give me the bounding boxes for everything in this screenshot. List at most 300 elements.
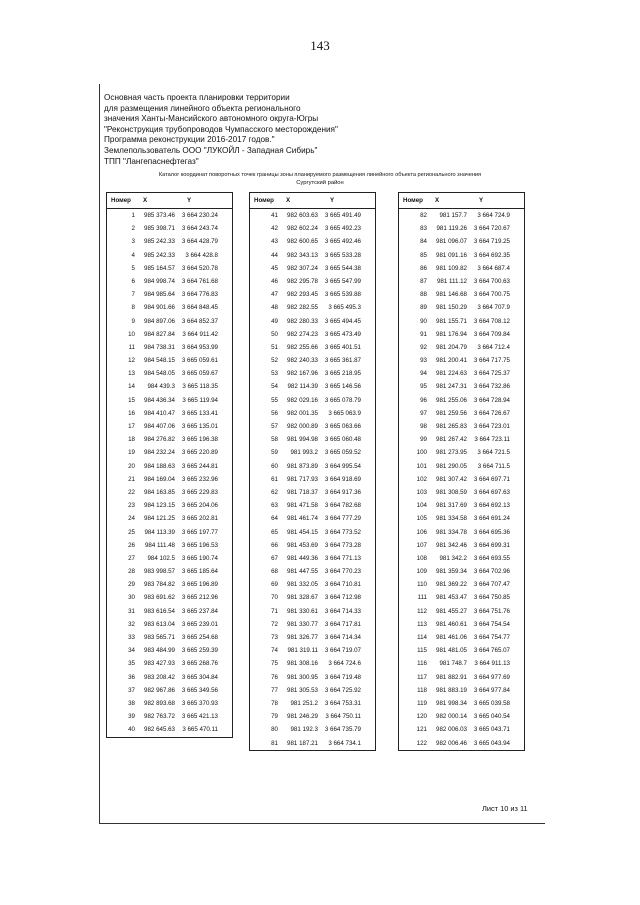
point-number: 24 [128,515,135,523]
y-coordinate: 3 665 259.39 [181,647,218,655]
table-row [250,367,375,380]
point-number: 68 [271,568,278,576]
point-number: 75 [271,660,278,668]
y-coordinate: 3 665 220.89 [181,449,218,457]
y-coordinate: 3 664 773.28 [324,541,361,549]
point-number: 22 [128,488,135,496]
y-coordinate: 3 665 492.46 [324,238,361,246]
table-row [107,235,232,248]
x-coordinate: 981 255.06 [436,396,467,404]
x-coordinate: 985 164.57 [144,264,175,272]
y-coordinate: 3 664 700.63 [473,277,510,285]
point-number: 69 [271,581,278,589]
point-number: 114 [417,634,427,641]
y-coordinate: 3 665 039.58 [473,699,510,707]
table-row [399,275,524,288]
table-row [399,697,524,710]
x-coordinate: 981 319.11 [287,647,318,655]
y-coordinate: 3 664 707.9 [477,304,510,312]
table-row [107,275,232,288]
y-coordinate: 3 665 491.49 [324,212,361,219]
table-row [250,380,375,393]
table-row [250,354,375,367]
y-coordinate: 3 665 059.67 [181,370,218,378]
y-coordinate: 3 664 712.98 [324,594,361,602]
point-number: 71 [271,607,278,615]
point-number: 117 [417,673,427,681]
table-row [399,315,524,328]
x-coordinate: 981 111.12 [436,277,467,285]
y-coordinate: 3 664 728.94 [473,396,510,404]
table-row [250,605,375,618]
table-row [107,380,232,393]
x-coordinate: 982 006.03 [436,726,467,734]
y-coordinate: 3 664 691.24 [473,515,510,523]
y-coordinate: 3 664 720.67 [473,225,510,233]
table-row [250,723,375,736]
y-coordinate: 3 664 230.24 [181,212,218,219]
x-coordinate: 982 029.16 [287,396,318,404]
point-number: 29 [128,581,135,589]
y-coordinate: 3 664 687.4 [477,264,510,272]
point-number: 57 [271,423,278,430]
table-row [107,209,232,222]
point-number: 58 [271,436,278,444]
y-coordinate: 3 665 544.38 [324,264,361,272]
x-coordinate: 981 873.89 [287,462,318,470]
y-coordinate: 3 664 917.36 [324,488,361,496]
table-row [107,301,232,314]
table-row [250,618,375,631]
x-coordinate: 981 328.67 [287,594,318,602]
x-coordinate: 981 307.42 [436,475,467,483]
table-row [107,723,232,736]
point-number: 83 [420,225,427,233]
table-row [107,631,232,644]
table-row [250,473,375,486]
point-number: 54 [271,383,278,391]
x-coordinate: 985 373.46 [144,212,175,219]
column-header-number: Номер [403,197,423,204]
point-number: 10 [128,330,135,338]
y-coordinate: 3 664 725.37 [473,370,510,378]
x-coordinate: 982 603.63 [287,212,318,219]
table-row [250,209,375,222]
point-number: 13 [128,370,135,378]
table-row [399,486,524,499]
y-coordinate: 3 664 777.29 [324,515,361,523]
table-row [399,420,524,433]
table-row [107,552,232,565]
point-number: 5 [131,264,135,272]
point-number: 9 [131,317,135,325]
point-number: 4 [131,251,135,259]
point-number: 70 [271,594,278,602]
y-coordinate: 3 665 533.28 [324,251,361,259]
y-coordinate: 3 665 059.52 [324,449,361,457]
y-coordinate: 3 665 361.87 [324,357,361,365]
point-number: 14 [128,383,135,391]
point-number: 99 [420,436,427,444]
point-number: 119 [417,699,427,707]
y-coordinate: 3 664 754.77 [473,634,510,641]
point-number: 64 [271,515,278,523]
region-label: Сургутский район [296,180,344,186]
x-coordinate: 982 893.68 [144,699,175,707]
x-coordinate: 983 208.42 [144,673,175,681]
point-number: 87 [420,277,427,285]
point-number: 31 [128,607,135,615]
x-coordinate: 982 114.39 [287,383,318,391]
point-number: 17 [128,423,135,430]
table-row [107,315,232,328]
point-number: 74 [271,647,278,655]
point-number: 39 [128,713,135,721]
x-coordinate: 982 282.55 [287,304,318,312]
table-row [399,512,524,525]
table-row [250,526,375,539]
table-row [107,512,232,525]
point-number: 107 [416,541,427,549]
x-coordinate: 982 763.72 [144,713,175,721]
coordinates-table-1 [106,192,233,738]
point-number: 30 [128,594,135,602]
table-row [107,697,232,710]
table-row [399,222,524,235]
table-row [399,249,524,262]
point-number: 50 [271,330,278,338]
point-number: 20 [128,462,135,470]
y-coordinate: 3 665 268.76 [181,660,218,668]
point-number: 112 [417,607,427,615]
point-number: 80 [271,726,278,734]
x-coordinate: 981 176.94 [436,330,467,338]
x-coordinate: 981 717.93 [287,475,318,483]
y-coordinate: 3 664 761.68 [181,277,218,285]
y-coordinate: 3 665 190.74 [181,554,218,562]
y-coordinate: 3 665 470.11 [182,726,218,734]
x-coordinate: 984 111.48 [144,541,175,549]
x-coordinate: 981 265.83 [436,423,467,430]
table-caption: Каталог координат поворотных точек границы зоны планируемого размещения линейного объекта регионального значения [158,172,482,178]
x-coordinate: 981 308.16 [287,660,318,668]
point-number: 115 [417,647,427,655]
x-coordinate: 982 602.24 [287,225,318,233]
x-coordinate: 981 224.63 [436,370,467,378]
table-row [107,539,232,552]
y-coordinate: 3 665 239.01 [181,620,218,628]
x-coordinate: 982 280.33 [287,317,318,325]
table-row [107,262,232,275]
table-row [399,723,524,736]
y-coordinate: 3 665 078.79 [324,396,361,404]
y-coordinate: 3 665 254.68 [181,634,218,641]
table-row [399,565,524,578]
table-row [399,354,524,367]
table-row [250,697,375,710]
y-coordinate: 3 665 146.56 [324,383,361,391]
y-coordinate: 3 664 977.69 [473,673,510,681]
table-row [250,710,375,723]
table-row [399,433,524,446]
column-header-y: Y [330,197,335,204]
x-coordinate: 984 548.15 [144,357,175,365]
table-header [250,193,375,209]
x-coordinate: 984 548.05 [144,370,175,378]
point-number: 55 [271,396,278,404]
point-number: 111 [417,594,427,602]
table-row [250,552,375,565]
x-coordinate: 981 150.29 [436,304,467,312]
y-coordinate: 3 665 118.35 [182,383,218,391]
x-coordinate: 981 993.2 [290,449,318,457]
point-number: 88 [420,291,427,299]
y-coordinate: 3 664 754.54 [473,620,510,628]
page-number: 143 [310,38,330,53]
table-row [250,631,375,644]
x-coordinate: 981 204.79 [436,343,467,351]
y-coordinate: 3 665 495.3 [328,304,361,312]
point-number: 94 [420,370,427,378]
point-number: 19 [128,449,135,457]
document-header [104,93,444,167]
x-coordinate: 984 738.31 [144,343,175,351]
point-number: 76 [271,673,278,681]
point-number: 45 [271,264,278,272]
table-row [107,367,232,380]
y-coordinate: 3 664 719.25 [473,238,510,246]
table-row [399,552,524,565]
y-coordinate: 3 664 773.52 [324,528,361,536]
point-number: 12 [128,357,135,365]
point-number: 72 [271,620,278,628]
x-coordinate: 982 600.65 [287,238,318,246]
point-number: 42 [271,225,278,233]
table-row [399,644,524,657]
x-coordinate: 982 255.66 [287,343,318,351]
table-row [107,446,232,459]
table-row [399,618,524,631]
table-header [399,193,524,209]
point-number: 110 [417,581,427,589]
x-coordinate: 981 096.07 [436,238,467,246]
x-coordinate: 981 187.21 [287,739,318,747]
x-coordinate: 985 242.33 [144,251,175,259]
point-number: 8 [131,304,135,312]
table-row [399,578,524,591]
table-row [250,288,375,301]
point-number: 6 [131,277,135,285]
point-number: 102 [416,475,427,483]
table-row [107,460,232,473]
point-number: 78 [271,699,278,707]
header-line: "Реконструкция трубопроводов Чумпасского месторождения" [104,124,338,134]
table-row [107,499,232,512]
y-coordinate: 3 664 710.81 [324,581,361,589]
table-row [250,657,375,670]
x-coordinate: 984 232.24 [144,449,175,457]
point-number: 7 [131,291,135,299]
y-coordinate: 3 664 771.13 [324,554,361,562]
table-row [107,644,232,657]
x-coordinate: 982 006.46 [436,739,467,747]
table-row [250,235,375,248]
y-coordinate: 3 665 063.66 [324,423,361,430]
header-line: ТПП "Лангепаснефтегаз" [104,156,199,166]
x-coordinate: 981 461.06 [436,634,467,641]
column-header-y: Y [187,197,192,204]
y-coordinate: 3 664 724.6 [328,660,361,668]
point-number: 15 [128,396,135,404]
point-number: 108 [416,554,427,562]
x-coordinate: 981 883.19 [436,686,467,694]
point-number: 86 [420,264,427,272]
x-coordinate: 981 460.61 [436,620,467,628]
table-row [399,526,524,539]
y-coordinate: 3 664 714.33 [324,607,361,615]
table-row [250,644,375,657]
y-coordinate: 3 664 699.31 [473,541,510,549]
table-row [399,631,524,644]
x-coordinate: 981 481.05 [436,647,467,655]
table-row [107,394,232,407]
point-number: 48 [271,304,278,312]
point-number: 120 [416,713,427,721]
point-number: 43 [271,238,278,246]
point-number: 95 [420,383,427,391]
table-row [250,275,375,288]
point-number: 97 [420,409,427,417]
column-header-x: X [435,197,440,204]
point-number: 28 [128,568,135,576]
y-coordinate: 3 664 428.79 [181,238,218,246]
table-row [250,433,375,446]
y-coordinate: 3 664 719.07 [324,647,361,655]
x-coordinate: 982 167.96 [287,370,318,378]
point-number: 104 [416,502,427,510]
table-row [107,591,232,604]
point-number: 105 [416,515,427,523]
sheet-footer: Лист 10 из 11 [482,804,528,813]
table-row [107,684,232,697]
point-number: 82 [420,212,427,219]
x-coordinate: 981 369.22 [436,581,467,589]
point-number: 62 [271,488,278,496]
x-coordinate: 982 293.45 [287,291,318,299]
y-coordinate: 3 665 547.99 [324,277,361,285]
point-number: 40 [128,726,135,734]
x-coordinate: 981 332.05 [287,581,318,589]
y-coordinate: 3 664 725.92 [324,686,361,694]
x-coordinate: 984 121.25 [144,515,175,523]
table-row [250,737,375,750]
table-row [250,512,375,525]
table-row [399,288,524,301]
table-row [107,249,232,262]
y-coordinate: 3 665 196.53 [181,541,218,549]
point-number: 93 [420,357,427,365]
x-coordinate: 981 454.15 [287,528,318,536]
point-number: 98 [420,423,427,430]
x-coordinate: 981 342.46 [436,541,467,549]
table-row [107,657,232,670]
x-coordinate: 984 169.04 [144,475,175,483]
point-number: 56 [271,409,278,417]
x-coordinate: 981 109.82 [436,264,467,272]
table-row [399,460,524,473]
y-coordinate: 3 664 852.37 [181,317,218,325]
point-number: 38 [128,699,135,707]
y-coordinate: 3 664 750.11 [325,713,361,721]
table-row [107,354,232,367]
point-number: 18 [128,436,135,444]
table-row [107,710,232,723]
table-row [107,605,232,618]
table-row [107,486,232,499]
y-coordinate: 3 665 212.96 [181,594,218,602]
y-coordinate: 3 665 133.41 [181,409,218,417]
point-number: 118 [417,686,427,694]
table-row [250,486,375,499]
x-coordinate: 981 449.36 [287,554,318,562]
x-coordinate: 981 155.71 [436,317,467,325]
y-coordinate: 3 665 244.81 [181,462,218,470]
x-coordinate: 984 901.66 [144,304,175,312]
x-coordinate: 981 453.47 [436,594,467,602]
point-number: 63 [271,502,278,510]
y-coordinate: 3 664 753.31 [324,699,361,707]
y-coordinate: 3 665 370.93 [181,699,218,707]
x-coordinate: 982 307.24 [287,264,318,272]
x-coordinate: 982 967.86 [144,686,175,694]
table-row [399,394,524,407]
x-coordinate: 981 359.34 [436,568,467,576]
table-row [107,526,232,539]
y-coordinate: 3 664 697.71 [473,475,510,483]
x-coordinate: 982 295.78 [287,277,318,285]
point-number: 60 [271,462,278,470]
table-row [250,315,375,328]
point-number: 41 [271,212,278,219]
y-coordinate: 3 664 719.48 [324,673,361,681]
y-coordinate: 3 664 723.11 [474,436,510,444]
point-number: 27 [128,554,135,562]
table-row [399,737,524,750]
table-row [250,249,375,262]
table-row [250,671,375,684]
column-header-x: X [286,197,291,204]
y-coordinate: 3 665 059.61 [181,357,218,365]
x-coordinate: 981 246.29 [287,713,318,721]
x-coordinate: 984 276.82 [144,436,175,444]
x-coordinate: 983 998.57 [144,568,175,576]
y-coordinate: 3 664 714.34 [324,634,361,641]
y-coordinate: 3 664 911.13 [474,660,510,668]
y-coordinate: 3 664 848.45 [181,304,218,312]
point-number: 66 [271,541,278,549]
x-coordinate: 981 300.95 [287,673,318,681]
table-row [250,328,375,341]
y-coordinate: 3 665 204.06 [181,502,218,510]
x-coordinate: 981 447.55 [287,568,318,576]
x-coordinate: 981 119.26 [436,225,467,233]
x-coordinate: 983 427.93 [144,660,175,668]
table-row [250,499,375,512]
y-coordinate: 3 664 707.47 [473,581,510,589]
point-number: 51 [271,343,278,351]
table-row [250,565,375,578]
x-coordinate: 983 613.04 [144,620,175,628]
